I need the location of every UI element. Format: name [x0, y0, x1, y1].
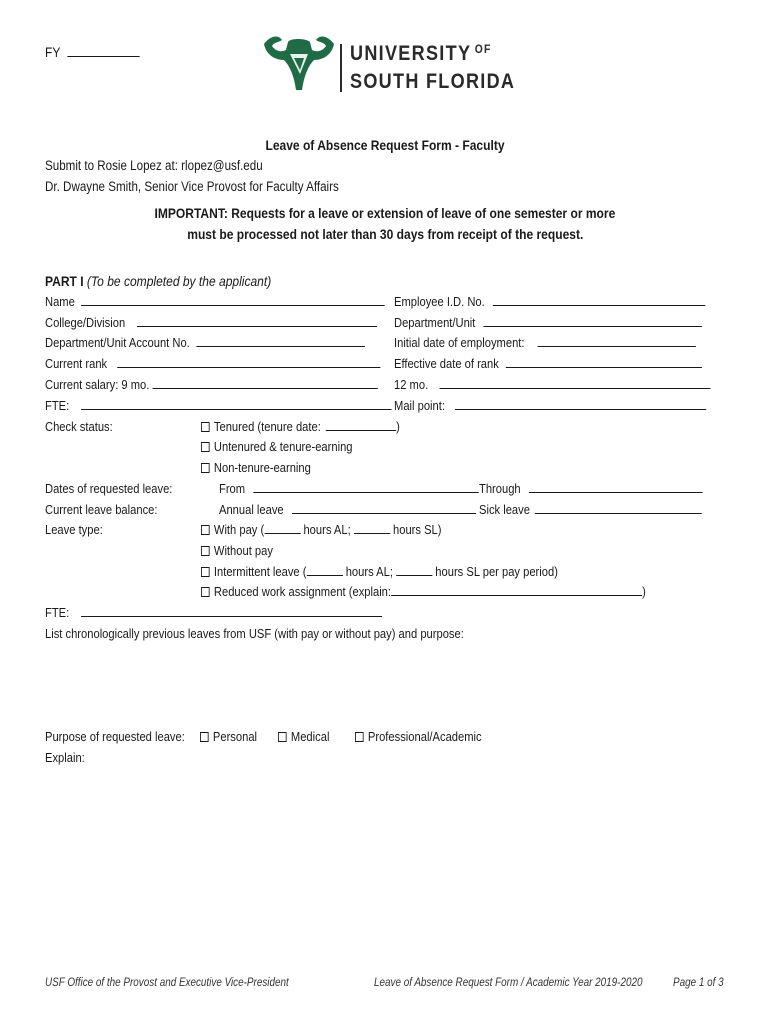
- non-tenure-checkbox[interactable]: [201, 463, 210, 473]
- important-notice-line1: IMPORTANT: Requests for a leave or extension of leave of one semester or more: [154, 205, 616, 221]
- explain-label: Explain:: [45, 750, 85, 765]
- important-notice-line2: must be processed not later than 30 days from receipt of the request.: [186, 226, 584, 242]
- status-non-tenure-option[interactable]: Non-tenure-earning: [201, 459, 311, 477]
- initial-date-field: Initial date of employment:: [394, 334, 696, 352]
- with-pay-checkbox[interactable]: [201, 525, 210, 535]
- usf-logo: [260, 30, 516, 102]
- professional-checkbox[interactable]: [355, 732, 364, 742]
- logo-university: UNIVERSITY $^{OF}$: [350, 42, 492, 65]
- name-input-line[interactable]: [81, 294, 385, 306]
- purpose-personal-option[interactable]: Personal: [200, 728, 257, 746]
- intermittent-al-hours-line[interactable]: [306, 564, 342, 576]
- tenured-checkbox[interactable]: [201, 422, 210, 432]
- mail-point-input-line[interactable]: [455, 398, 706, 410]
- form-title: Leave of Absence Request Form - Faculty: [265, 137, 505, 153]
- sick-leave-input-line[interactable]: [535, 502, 702, 514]
- previous-leaves-label: List chronologically previous leaves from USF (with pay or without pay) and purpose:: [45, 626, 464, 641]
- check-status-label: Check status:: [45, 419, 113, 434]
- fte-field: FTE:: [45, 397, 391, 415]
- fy-field: [45, 44, 139, 60]
- through-field: Through: [479, 480, 703, 498]
- with-pay-al-hours-line[interactable]: [264, 522, 300, 534]
- status-untenured-option[interactable]: Untenured & tenure-earning: [201, 438, 353, 456]
- personal-checkbox[interactable]: [200, 732, 209, 742]
- submit-to-line: Submit to Rosie Lopez at: rlopez@usf.edu: [45, 158, 263, 173]
- footer-page-number: Page 1 of 3: [673, 977, 724, 989]
- official-line: Dr. Dwayne Smith, Senior Vice Provost for Faculty Affairs: [45, 179, 339, 194]
- reduced-checkbox[interactable]: [201, 587, 210, 597]
- purpose-professional-option[interactable]: Professional/Academic: [355, 728, 482, 746]
- college-field: College/Division: [45, 314, 377, 332]
- logo-south-florida: SOUTH FLORIDA: [350, 70, 516, 93]
- from-input-line[interactable]: [253, 481, 478, 493]
- logo-divider: [340, 44, 342, 92]
- footer-office: USF Office of the Provost and Executive Vice-President: [45, 977, 289, 989]
- employee-id-input-line[interactable]: [493, 294, 705, 306]
- intermittent-sl-hours-line[interactable]: [396, 564, 432, 576]
- untenured-checkbox[interactable]: [201, 442, 210, 452]
- fte2-field: FTE:: [45, 604, 382, 622]
- fy-input-line[interactable]: [67, 45, 139, 57]
- usf-bull-logo-icon: [260, 30, 338, 102]
- effective-rank-field: Effective date of rank: [394, 355, 701, 373]
- salary-12-field: 12 mo.: [394, 376, 711, 394]
- leave-without-pay-option[interactable]: Without pay: [201, 542, 273, 560]
- annual-leave-field: Annual leave: [219, 501, 476, 519]
- purpose-medical-option[interactable]: Medical: [278, 728, 329, 746]
- footer-form-name: Leave of Absence Request Form / Academic Year 2019-2020: [374, 977, 643, 989]
- leave-with-pay-option[interactable]: With pay ( hours AL; hours SL): [201, 521, 442, 539]
- status-tenured-option[interactable]: Tenured (tenure date: ): [201, 418, 400, 436]
- with-pay-sl-hours-line[interactable]: [354, 522, 390, 534]
- current-rank-input-line[interactable]: [117, 356, 380, 368]
- mail-point-field: Mail point:: [394, 397, 706, 415]
- dates-requested-label: Dates of requested leave:: [45, 481, 173, 496]
- college-input-line[interactable]: [137, 315, 377, 327]
- department-field: Department/Unit: [394, 314, 702, 332]
- reduced-explain-input-line[interactable]: [391, 584, 642, 596]
- current-rank-field: Current rank: [45, 355, 380, 373]
- leave-intermittent-option[interactable]: Intermittent leave ( hours AL; hours SL per pay period): [201, 563, 558, 581]
- annual-leave-input-line[interactable]: [292, 502, 476, 514]
- leave-reduced-option[interactable]: Reduced work assignment (explain: ): [201, 583, 646, 601]
- initial-date-input-line[interactable]: [538, 335, 696, 347]
- effective-rank-input-line[interactable]: [505, 356, 701, 368]
- without-pay-checkbox[interactable]: [201, 546, 210, 556]
- name-field: Name: [45, 293, 385, 311]
- leave-balance-label: Current leave balance:: [45, 502, 158, 517]
- fte2-input-line[interactable]: [81, 605, 382, 617]
- salary-12-input-line[interactable]: [440, 377, 711, 389]
- salary-9-field: Current salary: 9 mo.: [45, 376, 378, 394]
- department-input-line[interactable]: [484, 315, 702, 327]
- salary-9-input-line[interactable]: [153, 377, 378, 389]
- explain-area[interactable]: [45, 772, 725, 952]
- previous-leaves-area[interactable]: [45, 648, 725, 720]
- fte-input-line[interactable]: [81, 398, 391, 410]
- sick-leave-field: Sick leave: [479, 501, 702, 519]
- fy-label: FY: [45, 44, 61, 60]
- account-no-input-line[interactable]: [196, 335, 365, 347]
- medical-checkbox[interactable]: [278, 732, 287, 742]
- leave-type-label: Leave type:: [45, 522, 103, 537]
- account-no-field: Department/Unit Account No.: [45, 334, 365, 352]
- intermittent-checkbox[interactable]: [201, 567, 210, 577]
- part1-heading: PART I (To be completed by the applicant): [45, 273, 272, 289]
- tenure-date-input-line[interactable]: [326, 419, 397, 431]
- employee-id-field: Employee I.D. No.: [394, 293, 705, 311]
- purpose-field: Purpose of requested leave:: [45, 729, 185, 744]
- from-field: From: [219, 480, 479, 498]
- through-input-line[interactable]: [529, 481, 703, 493]
